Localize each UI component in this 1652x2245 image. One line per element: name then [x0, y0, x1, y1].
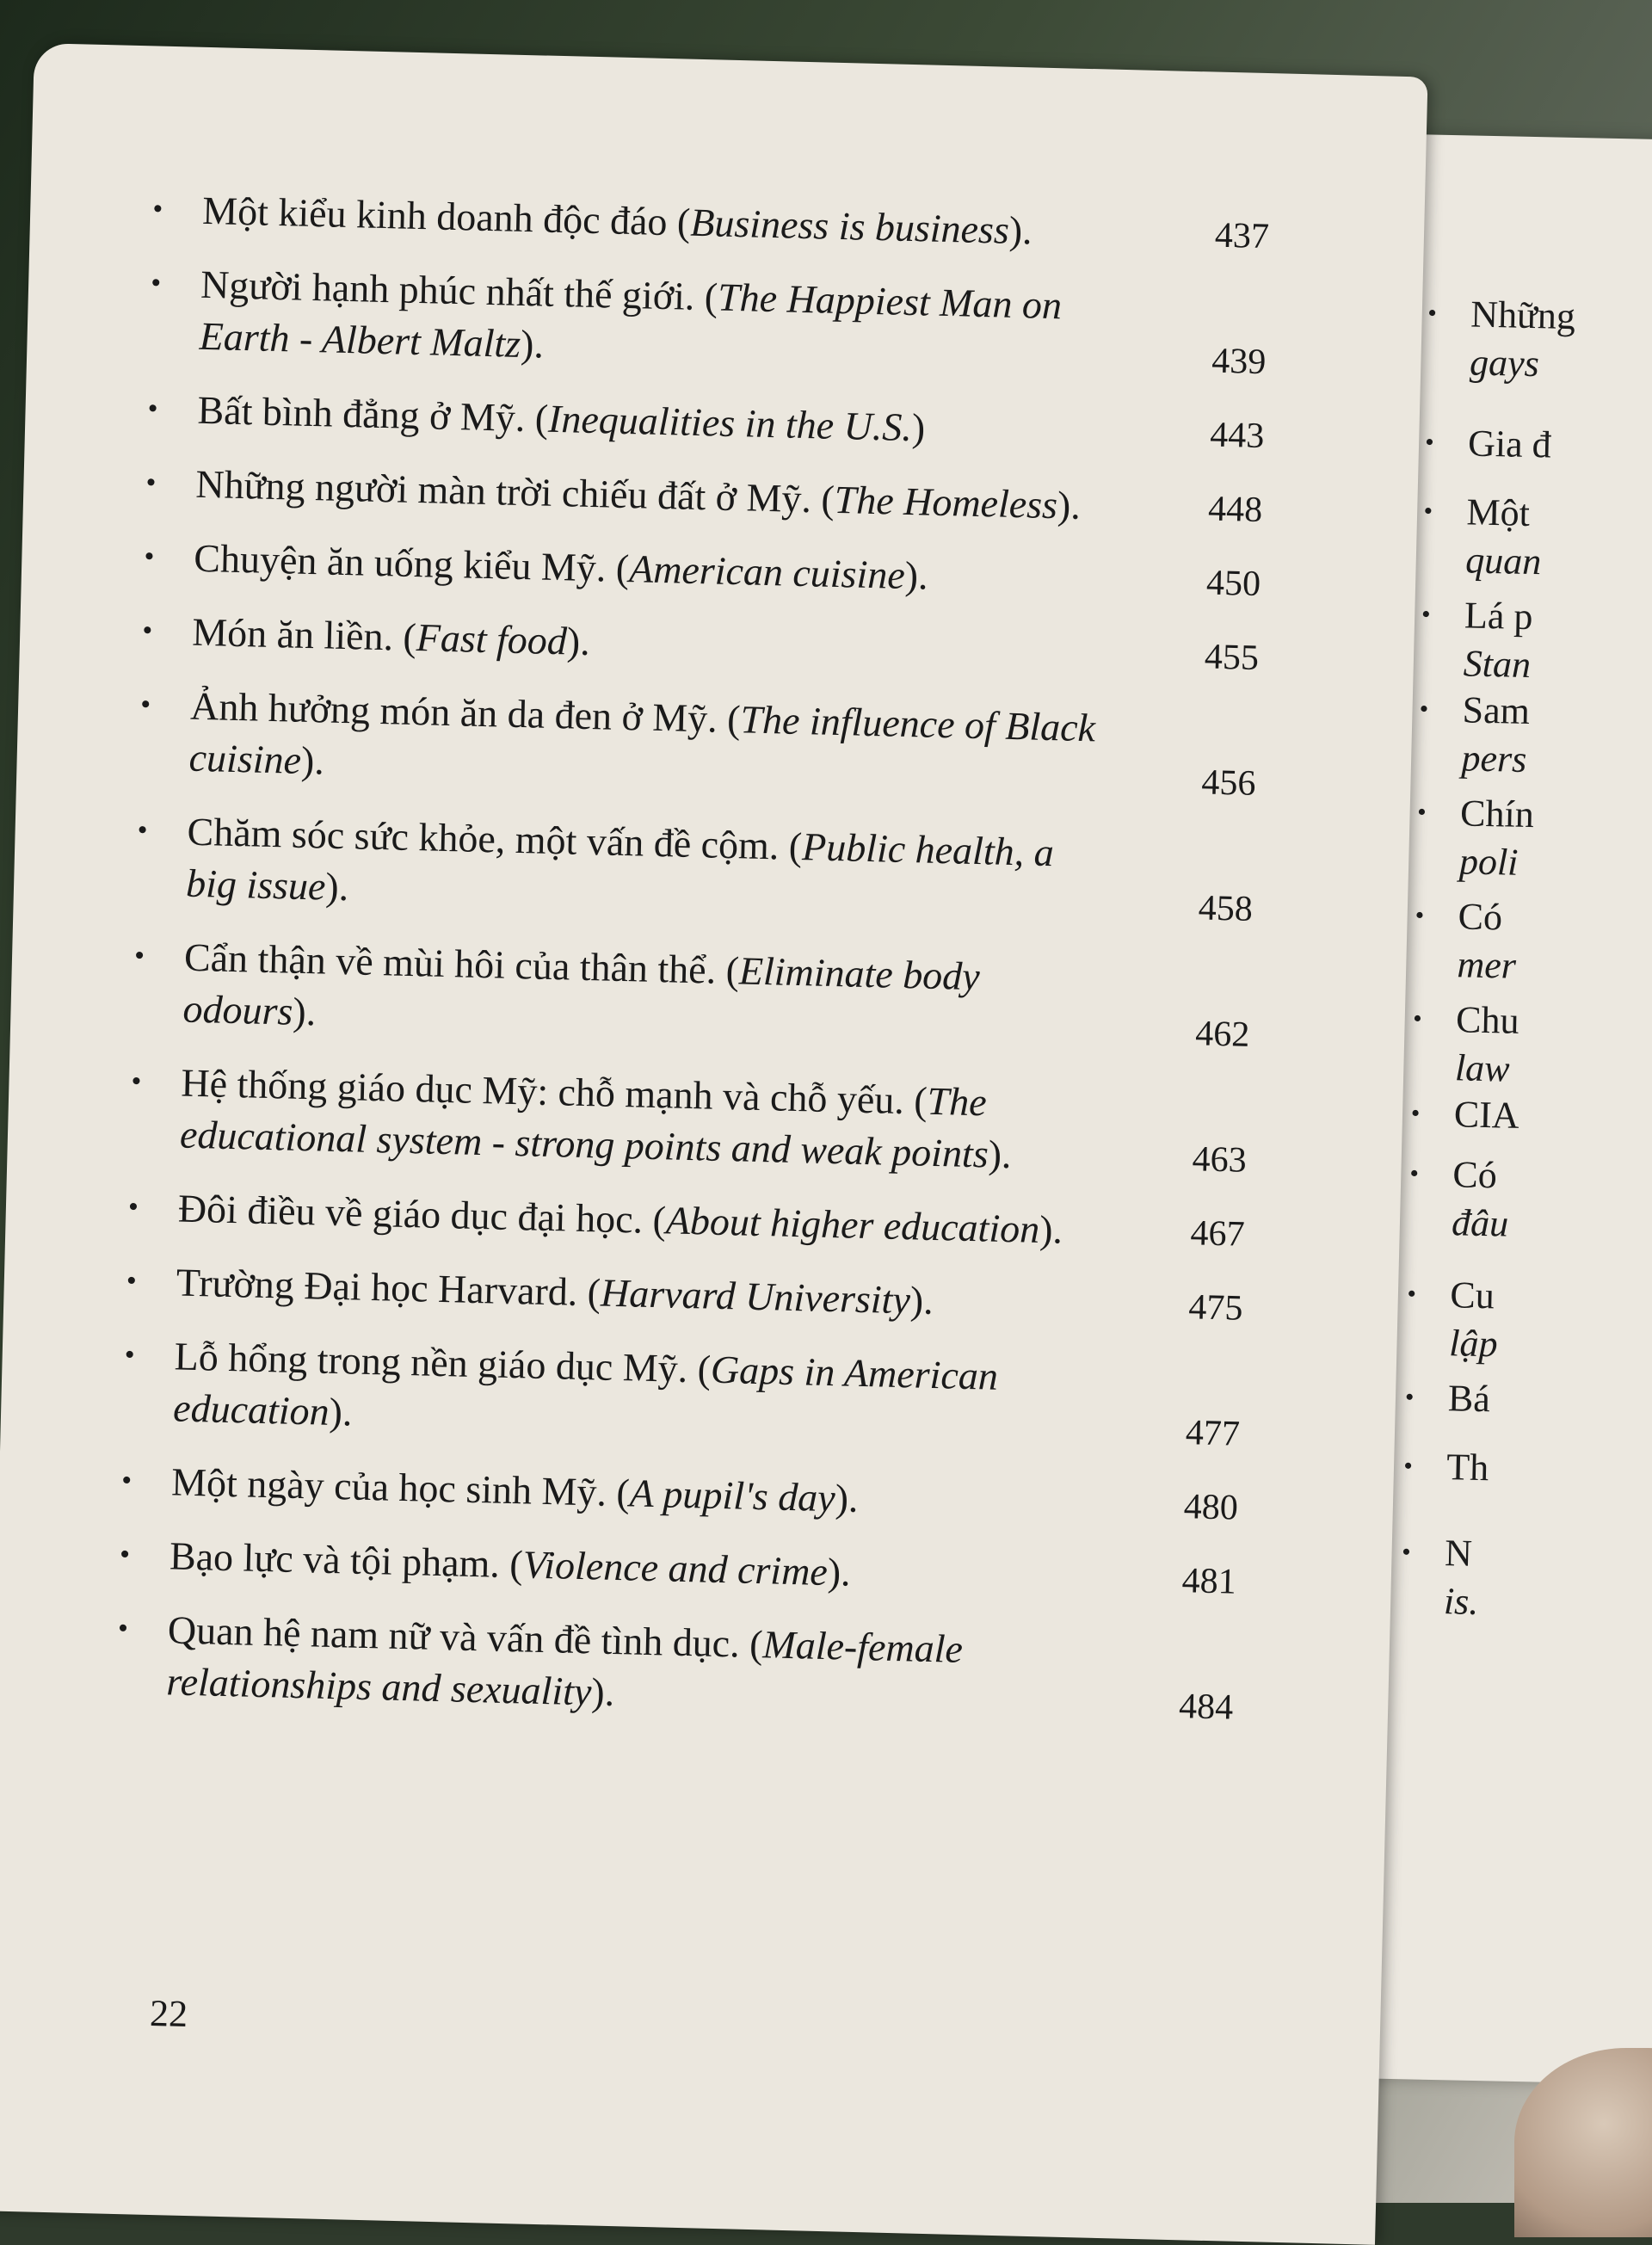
bullet-icon: •: [119, 1538, 131, 1571]
bullet-icon: •: [145, 466, 157, 499]
right-page-item: [1401, 1529, 1652, 1631]
bullet-icon: •: [150, 267, 162, 299]
bullet-icon: •: [1402, 1452, 1414, 1481]
toc-title: [173, 1330, 1088, 1456]
toc-title-end: ): [911, 405, 926, 450]
right-item-line1: Có: [1452, 1153, 1498, 1197]
toc-page-number: 480: [1183, 1487, 1239, 1528]
toc-page-number: 443: [1209, 415, 1265, 457]
toc-title-vietnamese: Những người màn trời chiếu đất ở Mỹ. (: [194, 461, 835, 521]
toc-title: [166, 1604, 1081, 1730]
toc-title-end: ).: [1008, 207, 1033, 253]
toc-page-number: 455: [1204, 637, 1260, 678]
toc-title: [177, 1182, 1090, 1256]
bullet-icon: •: [1407, 1280, 1417, 1309]
toc-title-vietnamese: Bạo lực và tội phạm. (: [169, 1533, 524, 1587]
right-page-item: [1404, 1374, 1652, 1428]
page-number: 22: [149, 1991, 188, 2036]
toc-title-english: Fast food: [416, 615, 568, 663]
bullet-icon: •: [1416, 798, 1427, 827]
toc-title-english: Violence and crime: [522, 1542, 829, 1594]
right-item-line1: Sam: [1462, 688, 1531, 733]
toc-title-end: ).: [590, 1669, 615, 1715]
toc-entry: [133, 932, 1321, 1063]
bullet-icon: •: [124, 1339, 136, 1372]
right-item-line2: Stan: [1463, 642, 1532, 687]
toc-title-end: ).: [520, 321, 545, 367]
bullet-icon: •: [1421, 600, 1431, 629]
toc-title: [176, 1256, 1088, 1330]
toc-title-vietnamese: Quan hệ nam nữ và vấn đề tình dục. (: [167, 1607, 764, 1667]
toc-title-end: ).: [1057, 483, 1082, 527]
right-item-line2: mer: [1457, 943, 1517, 987]
toc-entry: [131, 1058, 1317, 1188]
toc-page-number: 477: [1185, 1413, 1241, 1454]
toc-title-english: Inequalities in the U.S.: [547, 396, 913, 450]
toc-title: [202, 185, 1115, 259]
toc-entry: [127, 1182, 1314, 1261]
bullet-icon: •: [1409, 1159, 1420, 1188]
bullet-icon: •: [1424, 428, 1435, 457]
toc-title-vietnamese: Ảnh hưởng món ăn da đen ở Mỹ. (: [189, 683, 742, 742]
toc-title-english: The Homeless: [834, 477, 1058, 527]
toc-title-vietnamese: Đôi điều về giáo dục đại học. (: [177, 1186, 667, 1243]
toc-page-number: 475: [1187, 1287, 1244, 1329]
bullet-icon: •: [1401, 1538, 1412, 1567]
toc-title-end: ).: [835, 1476, 860, 1520]
toc-title-vietnamese: Món ăn liền. (: [191, 609, 417, 660]
toc-title: [185, 806, 1100, 932]
bullet-icon: •: [139, 688, 151, 721]
toc-title-end: ).: [1039, 1206, 1063, 1252]
toc-entry: [141, 607, 1328, 686]
toc-title-english: Eliminate body odours: [182, 948, 981, 1033]
toc-title-end: ).: [566, 619, 591, 663]
toc-title-english: Gaps in American education: [172, 1347, 999, 1434]
toc-entry: [137, 806, 1323, 937]
toc-title-vietnamese: Cẩn thận về mùi hôi của thân thể. (: [183, 934, 740, 993]
bullet-icon: •: [144, 540, 155, 573]
toc-title-end: ).: [292, 989, 317, 1034]
toc-page-number: 484: [1178, 1687, 1234, 1728]
bullet-icon: •: [1423, 496, 1433, 526]
toc-title-english: Public health, a big issue: [185, 824, 1055, 909]
toc-title: [179, 1058, 1094, 1183]
right-item-line2: đâu: [1451, 1201, 1509, 1245]
bullet-icon: •: [120, 1464, 133, 1497]
toc-title-english: Business is business: [689, 200, 1010, 252]
right-item-line2: lập: [1448, 1322, 1499, 1366]
right-item-line1: Một: [1466, 490, 1531, 534]
toc-page-number: 450: [1205, 563, 1261, 604]
right-page-item: [1402, 1443, 1652, 1497]
right-item-line2: is.: [1443, 1580, 1479, 1623]
right-page-item: [1423, 488, 1652, 590]
toc-title-end: ).: [300, 737, 325, 783]
toc-title-english: The influence of Black cuisine: [188, 697, 1096, 782]
right-item-line1: Chín: [1459, 792, 1535, 836]
toc-entry: [126, 1256, 1312, 1335]
toc-title-english: Male-female relationships and sexuality: [165, 1622, 964, 1714]
bullet-icon: •: [1415, 901, 1425, 930]
toc-title-end: ).: [904, 552, 929, 598]
toc-page-number: 458: [1198, 888, 1254, 929]
toc-title: [188, 681, 1103, 806]
bullet-icon: •: [1427, 299, 1438, 328]
toc-title-vietnamese: Bất bình đẳng ở Mỹ. (: [197, 387, 549, 441]
toc-title-vietnamese: Một kiểu kinh doanh độc đáo (: [201, 188, 691, 244]
right-page-item: [1424, 419, 1652, 473]
left-book-page: [0, 43, 1428, 2245]
toc-title: [195, 459, 1108, 533]
right-page-item: [1415, 892, 1652, 995]
right-item-line1: N: [1444, 1532, 1473, 1575]
right-item-line2: pers: [1461, 737, 1527, 780]
toc-entry: [150, 259, 1337, 390]
right-page-item: [1416, 789, 1652, 891]
right-item-line2: quan: [1464, 539, 1542, 583]
toc-page-number: 462: [1194, 1014, 1250, 1055]
toc-entry: [145, 459, 1332, 538]
right-item-line1: Gia đ: [1467, 422, 1552, 466]
bullet-icon: •: [127, 1191, 139, 1224]
toc-page-number: 456: [1200, 762, 1256, 804]
toc-entry: [144, 533, 1330, 612]
right-item-line1: Những: [1470, 293, 1576, 338]
toc-entry: [151, 185, 1339, 264]
right-item-line2: poli: [1458, 840, 1519, 884]
toc-title-english: Harvard University: [600, 1270, 911, 1323]
table-of-contents: [117, 185, 1338, 1758]
right-item-line1: Có: [1458, 895, 1503, 939]
toc-title-end: ).: [988, 1132, 1013, 1177]
toc-title-end: ).: [324, 864, 349, 910]
right-item-line1: Bá: [1447, 1377, 1491, 1421]
bullet-icon: •: [1404, 1383, 1415, 1412]
bullet-icon: •: [126, 1265, 138, 1298]
toc-entry: [119, 1530, 1305, 1609]
toc-title-english: American cuisine: [628, 546, 906, 597]
toc-page-number: 448: [1207, 489, 1263, 531]
bullet-icon: •: [141, 614, 153, 647]
right-page-item: [1409, 1150, 1652, 1253]
bullet-icon: •: [131, 1065, 142, 1098]
toc-title: [194, 533, 1106, 607]
toc-entry: [124, 1330, 1311, 1461]
bullet-icon: •: [1412, 1004, 1423, 1033]
right-item-line1: Chu: [1455, 998, 1520, 1042]
right-page-item: [1421, 591, 1652, 694]
toc-title-vietnamese: Một ngày của học sinh Mỹ. (: [170, 1459, 631, 1515]
toc-page-number: 481: [1181, 1561, 1237, 1602]
toc-title-end: ).: [909, 1278, 934, 1323]
toc-title: [199, 259, 1113, 385]
right-item-line1: CIA: [1453, 1093, 1520, 1137]
toc-title-vietnamese: Chăm sóc sức khỏe, một vấn đề cộm. (: [187, 809, 803, 869]
toc-title-english: A pupil's day: [629, 1471, 836, 1520]
toc-title: [170, 1456, 1083, 1530]
toc-title: [182, 932, 1097, 1058]
toc-title-vietnamese: Chuyện ăn uống kiểu Mỹ. (: [193, 535, 630, 591]
toc-entry: [147, 385, 1334, 464]
bullet-icon: •: [117, 1612, 129, 1645]
right-item-line1: Lá p: [1464, 594, 1533, 638]
right-item-line1: Th: [1446, 1446, 1489, 1489]
right-item-line2: law: [1454, 1046, 1511, 1090]
toc-page-number: 437: [1214, 215, 1270, 257]
right-page-item: [1419, 686, 1652, 788]
bullet-icon: •: [137, 814, 149, 847]
right-page-item: [1410, 1090, 1652, 1144]
toc-title-vietnamese: Trường Đại học Harvard. (: [176, 1260, 601, 1315]
toc-entry: [120, 1456, 1307, 1535]
right-item-line1: Cu: [1449, 1274, 1495, 1317]
right-page-item: [1412, 996, 1652, 1098]
toc-title-vietnamese: Người hạnh phúc nhất thế giới. (: [200, 262, 718, 319]
toc-title: [197, 385, 1110, 459]
bullet-icon: •: [133, 940, 145, 972]
right-page-item: [1427, 290, 1652, 392]
toc-page-number: 439: [1211, 341, 1267, 383]
toc-entry: [117, 1604, 1304, 1735]
bullet-icon: •: [1419, 694, 1429, 724]
toc-title: [192, 607, 1105, 681]
bullet-icon: •: [151, 193, 163, 225]
bullet-icon: •: [1410, 1099, 1421, 1128]
toc-page-number: 463: [1192, 1139, 1248, 1181]
toc-title-vietnamese: Hệ thống giáo dục Mỹ: chỗ mạnh và chỗ yếu. (: [180, 1060, 928, 1123]
toc-title-end: ).: [329, 1389, 354, 1434]
toc-title-english: The Happiest Man on Earth - Albert Maltz: [199, 274, 1063, 366]
toc-title-english: About higher education: [665, 1198, 1040, 1251]
toc-entry: [139, 681, 1327, 811]
right-page-item: [1407, 1271, 1652, 1373]
bullet-icon: •: [147, 392, 159, 425]
toc-title-english: The educational system - strong points and weak points: [179, 1078, 989, 1176]
toc-title: [169, 1530, 1082, 1604]
toc-title-end: ).: [827, 1550, 852, 1594]
right-item-line2: gays: [1469, 341, 1540, 385]
toc-page-number: 467: [1190, 1213, 1246, 1255]
toc-title-vietnamese: Lỗ hổng trong nền giáo dục Mỹ. (: [174, 1334, 712, 1391]
